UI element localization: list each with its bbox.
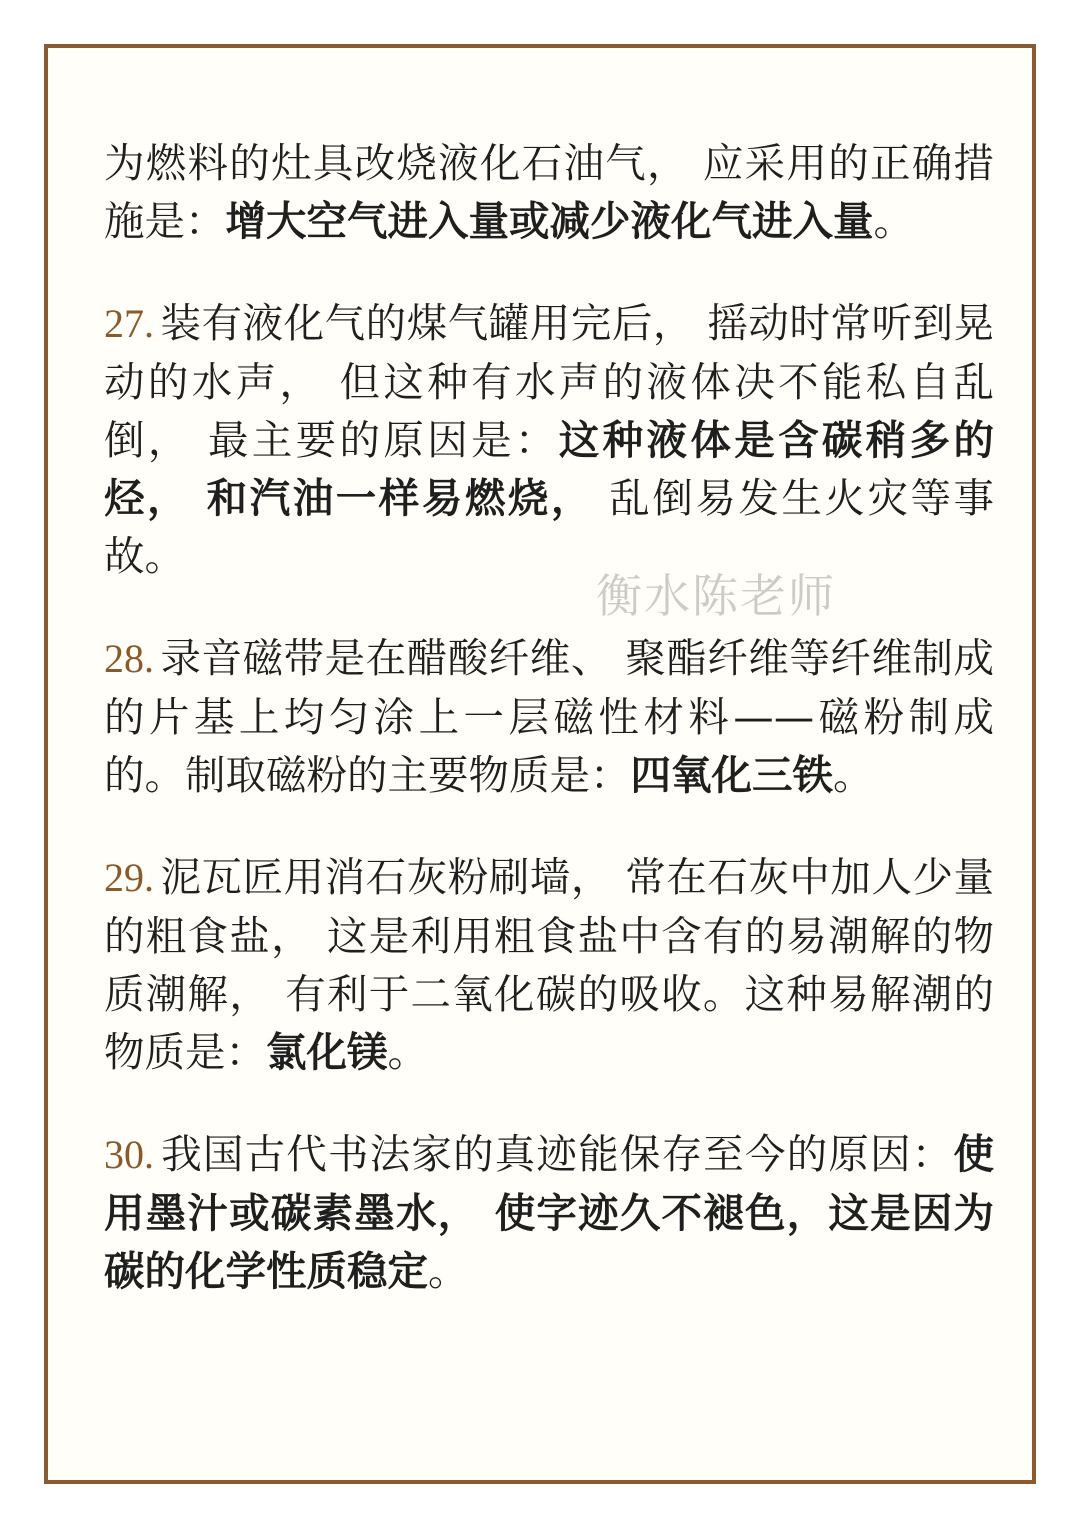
item-30 — [104, 1125, 994, 1300]
item-answer: 增大空气进入量或减少液化气进入量 — [225, 197, 874, 245]
item-answer: 四氧化三铁 — [630, 751, 833, 799]
item-text: 我国古代书法家的真迹能保存至今的原因： — [160, 1130, 954, 1178]
watermark: 衡水陈老师 — [596, 569, 836, 623]
item-27 — [104, 294, 994, 585]
item-text-end: 乱倒易发生火灾等事故。 — [104, 474, 995, 580]
item-text: 为燃料的灶具改烧液化石油气， 应采用的正确措施是： — [104, 139, 994, 245]
item-number: 28. — [104, 636, 154, 681]
item-number: 27. — [104, 301, 154, 346]
item-number: 30. — [104, 1132, 154, 1177]
item-text-end: 。 — [833, 751, 874, 799]
page-frame — [44, 44, 1036, 1484]
item-text: 装有液化气的煤气罐用完后， 摇动时常听到晃动的水声， 但这种有水声的液体决不能私自乱倒， 最主要的原因是： — [104, 299, 994, 464]
item-continuation — [104, 134, 994, 250]
item-answer: 氯化镁 — [266, 1028, 388, 1076]
item-text-end: 。 — [873, 197, 914, 245]
item-28 — [104, 629, 994, 804]
item-answer: 使用墨汁或碳素墨水， 使字迹久不褪色，这是因为碳的化学性质稳定 — [104, 1130, 994, 1295]
item-29 — [104, 848, 994, 1081]
item-text: 录音磁带是在醋酸纤维、 聚酯纤维等纤维制成的片基上均匀涂上一层磁性材料——磁粉制成的。制取磁粉的主要物质是： — [104, 634, 994, 799]
item-text-end: 。 — [428, 1247, 469, 1295]
document-body — [104, 134, 994, 1300]
item-text-end: 。 — [387, 1028, 428, 1076]
item-number: 29. — [104, 855, 154, 900]
item-answer: 这种液体是含碳稍多的烃， 和汽油一样易燃烧， — [104, 416, 995, 522]
item-text: 泥瓦匠用消石灰粉刷墙， 常在石灰中加人少量的粗食盐， 这是利用粗食盐中含有的易潮解的物质潮解， 有利于二氧化碳的吸收。这种易解潮的物质是： — [104, 853, 994, 1076]
